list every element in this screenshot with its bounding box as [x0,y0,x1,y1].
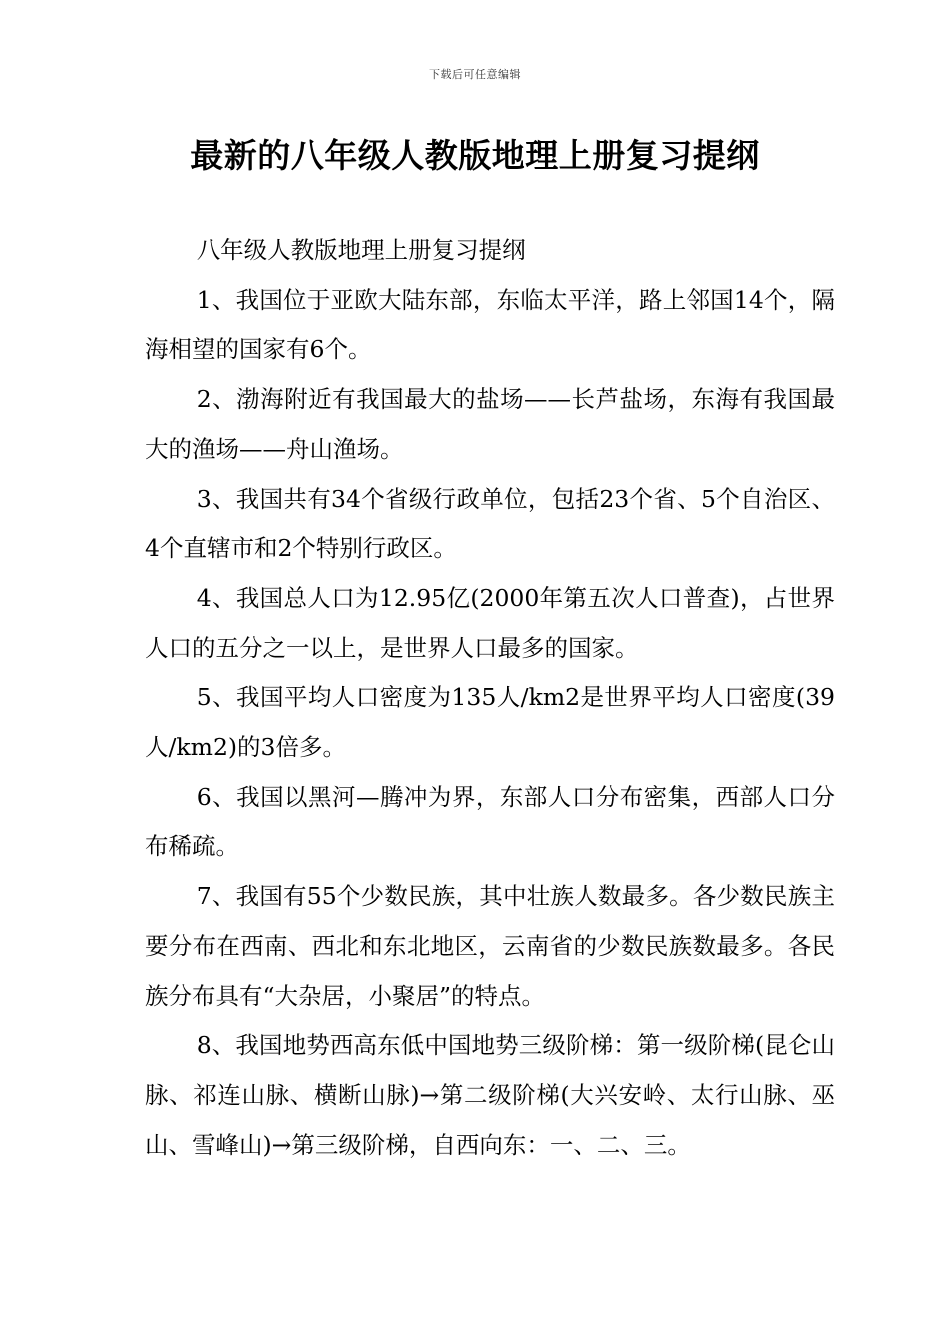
paragraph-5: 5、我国平均人口密度为135人/km2是世界平均人口密度(39人/km2)的3倍多。 [145,683,835,762]
paragraph-2: 2、渤海附近有我国最大的盐场——长芦盐场，东海有我国最大的渔场——舟山渔场。 [145,385,835,463]
paragraph-6: 6、我国以黑河—腾冲为界，东部人口分布密集，西部人口分布稀疏。 [145,782,835,861]
paragraph-4: 4、我国总人口为12.95亿(2000年第五次人口普查)，占世界人口的五分之一以上，是世界人口最多的国家。 [145,583,835,662]
paragraph-7: 7、我国有55个少数民族，其中壮族人数最多。各少数民族主要分布在西南、西北和东北地区，云南省的少数民族数最多。各民族分布具有“大杂居，小聚居”的特点。 [145,882,835,1010]
paragraph-3: 3、我国共有34个省级行政单位，包括23个省、5个自治区、4个直辖市和2个特别行政区。 [145,484,835,563]
document-title: 最新的八年级人教版地理上册复习提纲 [190,136,760,175]
paragraph-1: 1、我国位于亚欧大陆东部，东临太平洋，路上邻国14个，隔海相望的国家有6个。 [145,285,835,364]
header-note: 下载后可任意编辑 [429,68,521,81]
subtitle-paragraph: 八年级人教版地理上册复习提纲 [196,236,526,264]
paragraph-8: 8、我国地势西高东低中国地势三级阶梯：第一级阶梯(昆仑山脉、祁连山脉、横断山脉)→第二级阶梯(大兴安岭、太行山脉、巫山、雪峰山)→第三级阶梯，自西向东：一、二、三。 [145,1031,835,1159]
document-body [145,226,835,1170]
